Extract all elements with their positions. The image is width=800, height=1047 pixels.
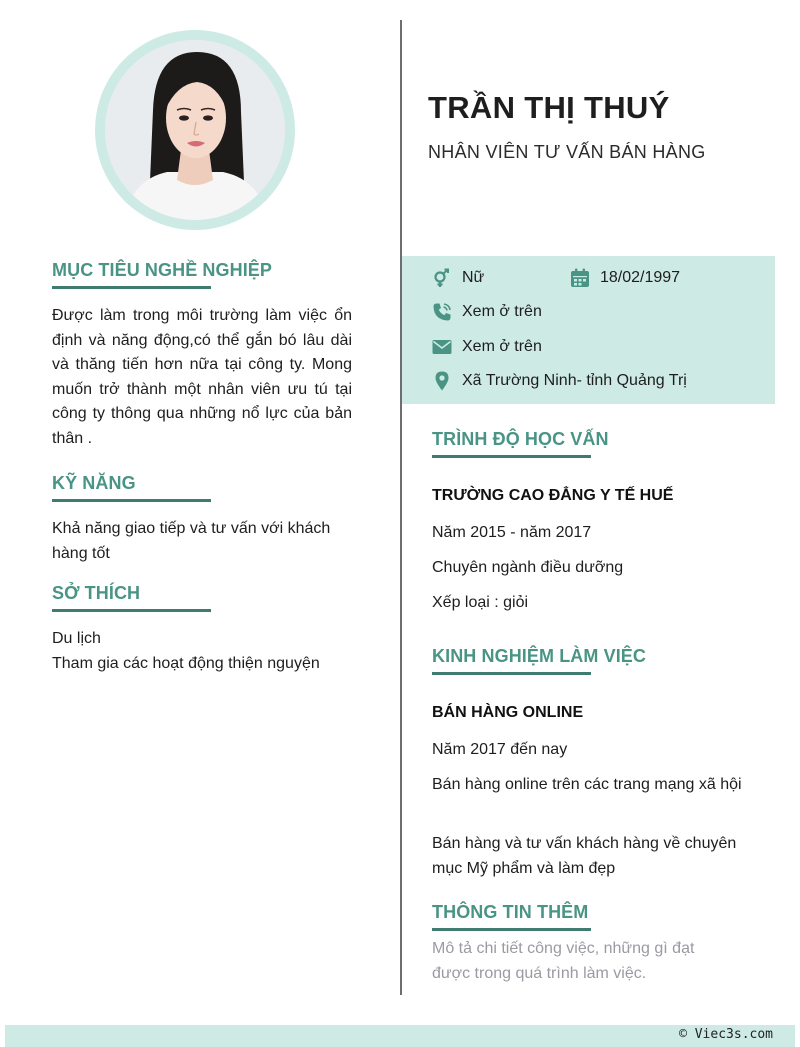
phone-value: Xem ở trên [462,303,542,320]
experience-period: Năm 2017 đến nay [432,741,568,758]
hobbies-section [52,581,352,676]
phone-icon [432,302,452,322]
section-underline [52,286,211,289]
experience-duty: Bán hàng và tư vấn khách hàng về chuyên mục Mỹ phẩm và làm đẹp [432,835,737,877]
section-underline [432,455,591,458]
education-grade: Xếp loại : giỏi [432,594,529,611]
section-underline [432,672,591,675]
gender-row [432,266,484,290]
location-pin-icon [432,371,452,391]
experience-position: BÁN HÀNG ONLINE [432,704,584,721]
email-icon [432,337,452,357]
birthday-row [570,266,680,290]
job-title: NHÂN VIÊN TƯ VẤN BÁN HÀNG [428,142,706,162]
education-major: Chuyên ngành điều dưỡng [432,559,624,576]
education-section [432,427,772,458]
address-value: Xã Trường Ninh- tỉnh Quảng Trị [462,372,687,389]
objective-section [52,258,352,451]
email-row [432,335,542,359]
phone-row [432,300,542,324]
gender-icon [432,268,452,288]
profile-photo [105,40,285,220]
candidate-name: TRẦN THỊ THUÝ [428,90,670,125]
skills-section [52,471,352,566]
hobby-item: Du lịch [52,630,101,647]
experience-duty: Bán hàng online trên các trang mạng xã hội [432,776,742,793]
hobby-item: Tham gia các hoạt động thiện nguyện [52,654,320,672]
footer-copyright: © Viec3s.com [679,1027,773,1042]
email-value: Xem ở trên [462,338,542,355]
portrait-illustration [105,40,285,220]
section-underline [52,609,211,612]
additional-info-title: THÔNG TIN THÊM [432,902,589,922]
education-period: Năm 2015 - năm 2017 [432,524,592,541]
column-divider [400,20,402,995]
skills-title: KỸ NĂNG [52,473,136,493]
experience-section [432,644,772,675]
additional-info-text: Mô tả chi tiết công việc, những gì đạt được trong quá trình làm việc. [432,940,695,982]
objective-text: Được làm trong môi trường làm việc ổn định và năng động,có thể gắn bó lâu dài và thăng tiến hơn nữa tại công ty. Mong muốn trở thành một nhân viên ưu tú tại công ty thông qua những nổ lực của bản thân . [52,307,352,447]
birthday-value: 18/02/1997 [600,269,681,286]
profile-photo-frame [95,30,295,230]
section-underline [52,499,211,502]
objective-title: MỤC TIÊU NGHỀ NGHIỆP [52,260,273,280]
education-title: TRÌNH ĐỘ HỌC VẤN [432,429,609,449]
hobbies-title: SỞ THÍCH [52,583,141,603]
section-underline [432,928,591,931]
footer-bar [5,1025,795,1047]
experience-title: KINH NGHIỆM LÀM VIỆC [432,646,647,666]
skills-text: Khả năng giao tiếp và tư vấn với khách hàng tốt [52,520,331,562]
calendar-icon [570,268,590,288]
education-school: TRƯỜNG CAO ĐẲNG Y TẾ HUẾ [432,487,674,504]
gender-value: Nữ [462,269,485,286]
address-row [432,369,687,393]
additional-info-section [432,900,772,931]
contact-info-panel [402,256,775,404]
